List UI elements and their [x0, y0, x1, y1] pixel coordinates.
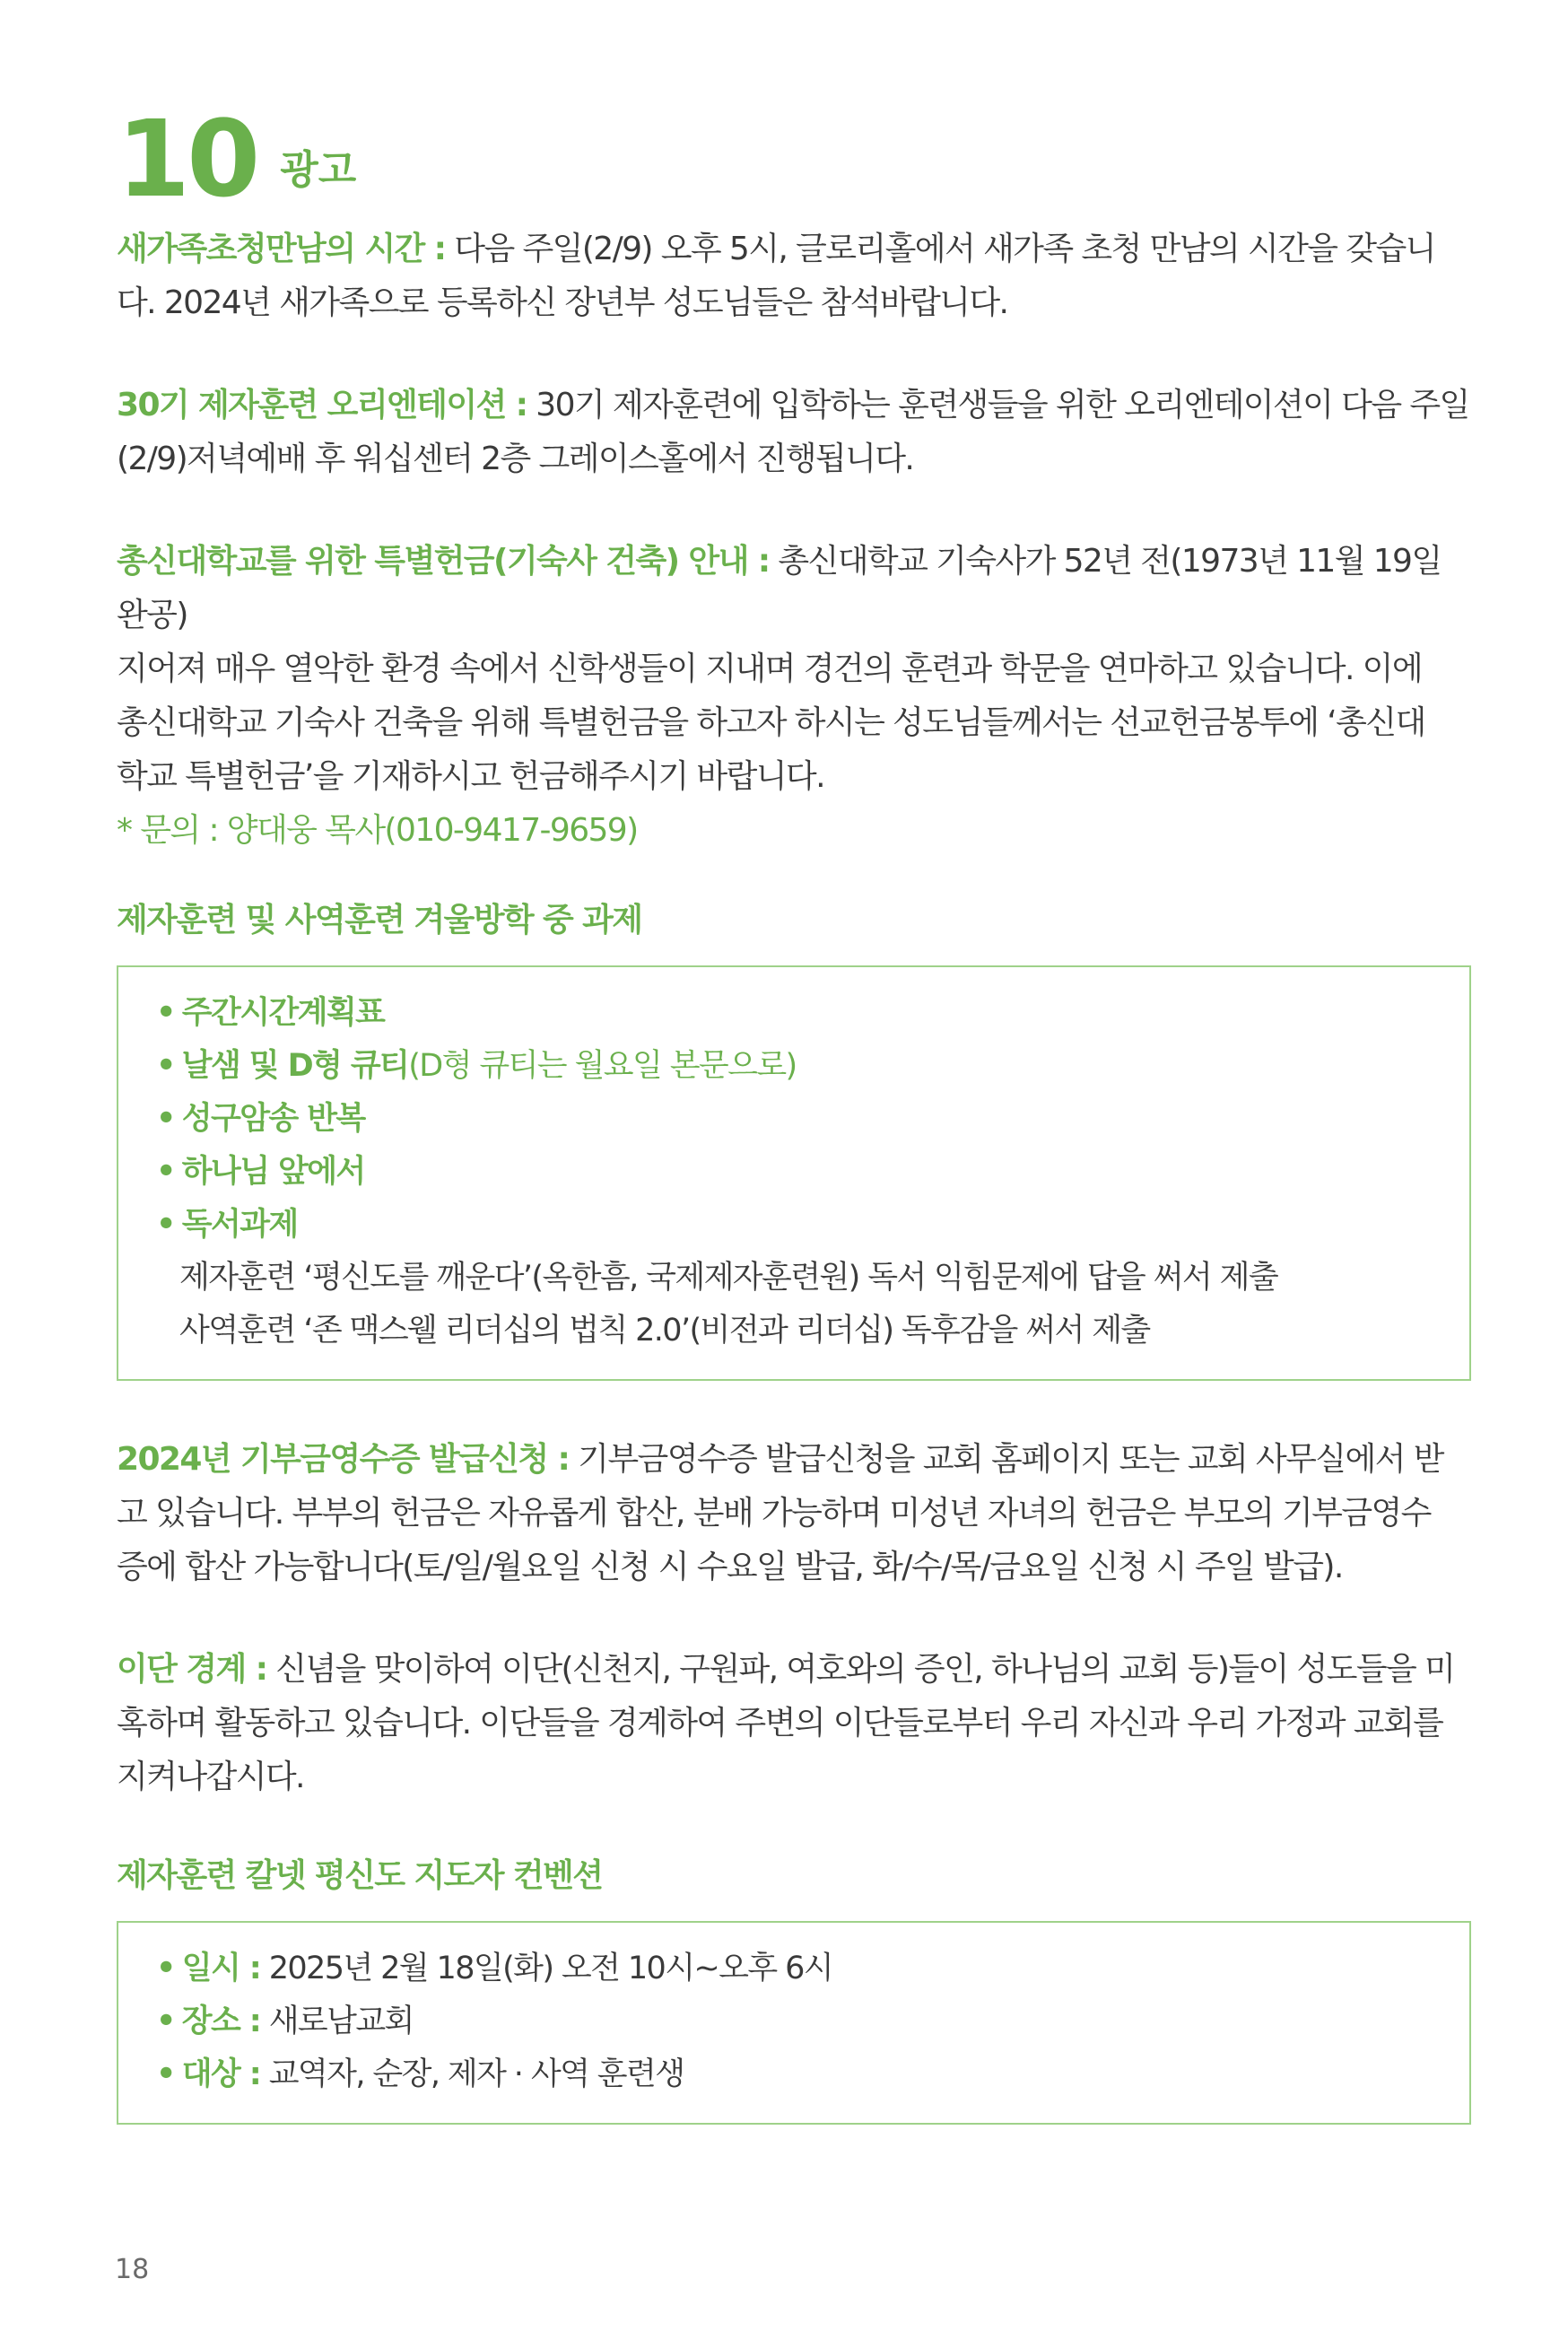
bullet-icon: •: [156, 1101, 175, 1137]
bullet-icon: •: [156, 995, 175, 1031]
convention-row: [156, 1995, 1469, 2048]
convention-label: 장소 :: [181, 2004, 261, 2039]
convention-row: [156, 1942, 1469, 1995]
bullet-icon: •: [156, 1048, 175, 1084]
announcement-label: 새가족초청만남의 시간 :: [117, 231, 446, 267]
reading-task: 사역훈련 ‘존 맥스웰 리더십의 법칙 2.0’(비전과 리더십) 독후감을 써서 제출: [179, 1313, 1150, 1349]
bullet-icon: •: [156, 1207, 175, 1243]
task-item: [156, 1093, 1469, 1146]
section-number: 10: [117, 97, 257, 221]
task-title: 주간시간계획표: [181, 995, 385, 1031]
convention-value: 교역자, 순장, 제자 · 사역 훈련생: [260, 2056, 684, 2092]
announcement-heresy: [117, 1643, 1471, 1804]
reading-task: 제자훈련 ‘평신도를 깨운다’(옥한흠, 국제제자훈련원) 독서 익힘문제에 답을 써서 제출: [179, 1260, 1278, 1296]
announcement-text: 고 있습니다. 부부의 헌금은 자유롭게 합산, 분배 가능하며 미성년 자녀의 헌금은 부모의 기부금영수: [117, 1495, 1431, 1532]
announcement-text: 다. 2024년 새가족으로 등록하신 장년부 성도님들은 참석바랍니다.: [117, 284, 1008, 321]
task-note: (D형 큐티는 월요일 본문으로): [408, 1048, 797, 1084]
task-title: 성구암송 반복: [181, 1101, 365, 1137]
announcement-label: 총신대학교를 위한 특별헌금(기숙사 건축) 안내 :: [117, 543, 770, 580]
convention-value: 2025년 2월 18일(화) 오전 10시~오후 6시: [260, 1951, 832, 1986]
task-item: [156, 1199, 1469, 1252]
winter-tasks-box: [117, 965, 1471, 1381]
convention-row: [156, 2048, 1469, 2101]
convention-heading: 제자훈련 칼넷 평신도 지도자 컨벤션: [117, 1857, 603, 1894]
announcement-winter-tasks: [117, 894, 1471, 1381]
winter-tasks-heading: 제자훈련 및 사역훈련 겨울방학 중 과제: [117, 902, 642, 939]
task-title: 하나님 앞에서: [181, 1154, 365, 1190]
task-title: 날샘 및 D형 큐티: [181, 1048, 409, 1084]
announcement-text: (2/9)저녁예배 후 워십센터 2층 그레이스홀에서 진행됩니다.: [117, 441, 914, 477]
bullet-icon: •: [156, 1951, 175, 1986]
announcement-text: 신념을 맞이하여 이단(신천지, 구원파, 여호와의 증인, 하나님의 교회 등)들이 성도들을 미: [266, 1651, 1455, 1688]
announcement-receipt: [117, 1433, 1471, 1594]
task-item: [156, 1146, 1469, 1199]
announcement-newcomer: [117, 223, 1471, 330]
announcement-text: 혹하며 활동하고 있습니다. 이단들을 경계하여 주변의 이단들로부터 우리 자신과 우리 가정과 교회를: [117, 1705, 1443, 1742]
contact-note: * 문의 : 양대웅 목사(010-9417-9659): [117, 812, 638, 849]
announcement-offering: [117, 535, 1471, 858]
task-item: [156, 1040, 1469, 1093]
task-item: [156, 987, 1469, 1040]
announcement-label: 30기 제자훈련 오리엔테이션 :: [117, 387, 527, 423]
announcement-convention: [117, 1849, 1471, 2125]
announcement-text: 지어져 매우 열악한 환경 속에서 신학생들이 지내며 경건의 훈련과 학문을 연마하고 있습니다. 이에: [117, 650, 1423, 687]
announcement-label: 2024년 기부금영수증 발급신청 :: [117, 1441, 570, 1478]
section-title: 광고: [280, 147, 357, 193]
announcement-orientation: [117, 379, 1471, 486]
announcements: [117, 223, 1471, 2125]
bullet-icon: •: [156, 2004, 175, 2039]
convention-box: [117, 1921, 1471, 2125]
page-number: 18: [115, 2254, 150, 2285]
announcement-label: 이단 경계 :: [117, 1651, 267, 1688]
section-header: [117, 97, 357, 221]
announcement-text: 30기 제자훈련에 입학하는 훈련생들을 위한 오리엔테이션이 다음 주일: [527, 387, 1469, 423]
convention-label: 대상 :: [181, 2056, 261, 2092]
announcement-text: 다음 주일(2/9) 오후 5시, 글로리홀에서 새가족 초청 만남의 시간을 갖습니: [445, 231, 1435, 267]
announcement-text: 총신대학교 기숙사 건축을 위해 특별헌금을 하고자 하시는 성도님들께서는 선교헌금봉투에 ‘총신대: [117, 704, 1425, 741]
announcement-text: 지켜나갑시다.: [117, 1759, 304, 1795]
announcement-text: 총신대학교 기숙사가 52년 전(1973년 11월 19일 완공): [117, 543, 1442, 633]
convention-value: 새로남교회: [260, 2004, 414, 2039]
bullet-icon: •: [156, 1154, 175, 1190]
announcement-text: 학교 특별헌금’을 기재하시고 헌금해주시기 바랍니다.: [117, 758, 824, 795]
convention-label: 일시 :: [181, 1951, 261, 1986]
bullet-icon: •: [156, 2056, 175, 2092]
announcement-text: 기부금영수증 발급신청을 교회 홈페이지 또는 교회 사무실에서 받: [569, 1441, 1443, 1478]
task-title: 독서과제: [181, 1207, 298, 1243]
announcement-text: 증에 합산 가능합니다(토/일/월요일 신청 시 수요일 발급, 화/수/목/금요일 신청 시 주일 발급).: [117, 1549, 1343, 1585]
